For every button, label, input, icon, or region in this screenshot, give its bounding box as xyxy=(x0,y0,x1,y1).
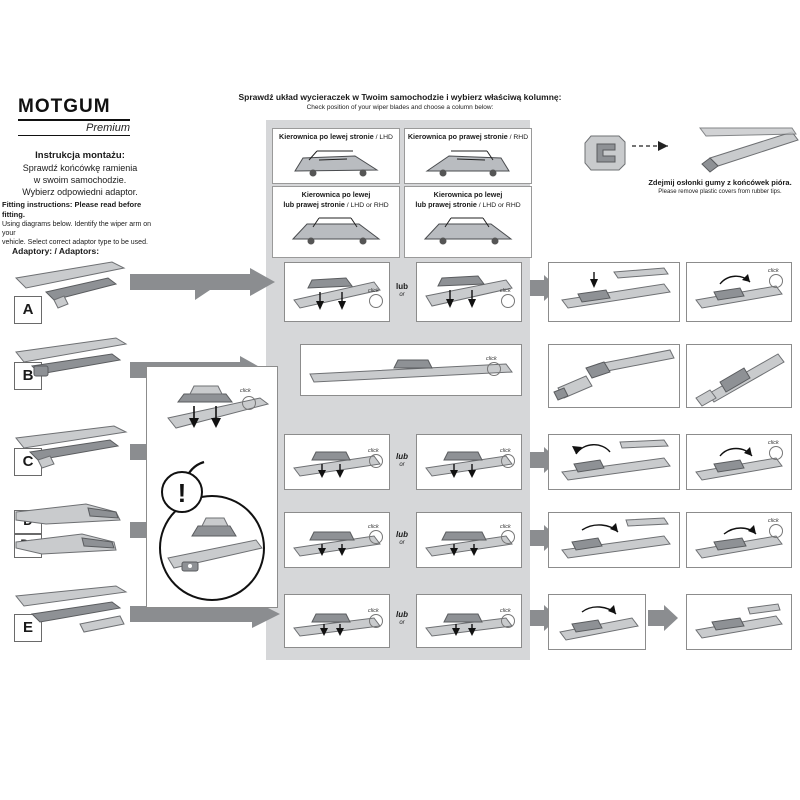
column-header-lhd-or-rhd-2-pl2: lub prawej stronie xyxy=(415,200,477,209)
column-header-lhd-or-rhd-2-pl1: Kierownica po lewej xyxy=(433,190,503,199)
adaptor-letter-a-text: A xyxy=(22,301,34,318)
click-label-e-lhd: click xyxy=(368,608,379,614)
blade-tip-illustration xyxy=(560,120,800,180)
lub-label-d xyxy=(390,530,414,548)
final-e-2-illustration xyxy=(690,598,786,646)
click-marker-a-lhd xyxy=(369,294,383,308)
column-header-lhd xyxy=(272,128,400,184)
click-label-a-final: click xyxy=(768,268,779,274)
brand-logo xyxy=(18,96,138,136)
final-c-1-illustration xyxy=(552,438,674,486)
car-both-1-icon xyxy=(273,211,397,247)
remove-covers-note-pl: Zdejmij osłonki gumy z końcówek pióra. xyxy=(648,178,792,187)
instructions-en-line1: Using diagrams below. Identify the wiper arm on your xyxy=(2,221,152,237)
instructions-pl-title: Instrukcja montażu: xyxy=(35,150,125,161)
column-header-lhd-or-rhd-1-pl2: lub prawej stronie xyxy=(283,200,345,209)
adaptor-d1-illustration xyxy=(16,528,128,560)
column-header-rhd xyxy=(404,128,532,184)
remove-covers-note xyxy=(640,178,800,196)
lub-label-c-pl: lub xyxy=(396,452,408,461)
click-label-d-rhd: click xyxy=(500,524,511,530)
click-label-e-rhd: click xyxy=(500,608,511,614)
click-marker-c-final xyxy=(769,446,783,460)
instructions-pl-line3: Wybierz odpowiedni adaptor. xyxy=(22,187,138,197)
final-b-1-illustration xyxy=(552,348,674,404)
lub-label-e xyxy=(390,610,414,628)
click-label-d-lhd: click xyxy=(368,524,379,530)
adaptor-c-illustration xyxy=(16,424,128,476)
adaptor-b-illustration xyxy=(16,336,128,386)
click-marker-c-rhd xyxy=(501,454,515,468)
click-label-c-rhd: click xyxy=(500,448,511,454)
lub-label-e-pl: lub xyxy=(396,610,408,619)
click-label-c-final: click xyxy=(768,440,779,446)
click-marker-a-rhd xyxy=(501,294,515,308)
car-rhd-icon xyxy=(405,143,529,177)
lub-label-a-en: or xyxy=(399,292,405,298)
column-header-rhd-en: / RHD xyxy=(509,134,529,141)
click-label-c-lhd: click xyxy=(368,448,379,454)
top-heading-pl: Sprawdź układ wycieraczek w Twoim samochodzie i wybierz właściwą kolumnę: xyxy=(238,92,562,102)
click-label-b: click xyxy=(486,356,497,362)
instructions-pl-line1: Sprawdź końcówkę ramienia xyxy=(22,163,138,173)
click-label-detail: click xyxy=(240,388,251,394)
final-a-1-illustration xyxy=(552,266,674,318)
adaptor-a-illustration xyxy=(16,258,128,314)
final-e-1-illustration xyxy=(552,598,640,646)
column-header-lhd-or-rhd-1 xyxy=(272,186,400,258)
click-label-a-lhd: click xyxy=(368,288,379,294)
flow-arrow-right-mid-e xyxy=(648,608,680,634)
adaptors-label: Adaptory: / Adaptors: xyxy=(12,246,100,256)
click-marker-c-lhd xyxy=(369,454,383,468)
instructions-pl xyxy=(10,150,150,198)
final-d-1-illustration xyxy=(552,516,674,564)
column-header-lhd-or-rhd-1-pl1: Kierownica po lewej xyxy=(301,190,371,199)
column-header-lhd-or-rhd-2 xyxy=(404,186,532,258)
brand-rule-bottom xyxy=(18,135,130,136)
lub-label-d-en: or xyxy=(399,540,405,546)
column-header-lhd-or-rhd-2-en: / LHD or RHD xyxy=(478,202,521,209)
adaptor-letter-b-text: B xyxy=(22,367,34,384)
flow-arrow-row-a-2 xyxy=(195,276,225,304)
car-both-2-icon xyxy=(405,211,529,247)
click-marker-detail xyxy=(242,396,256,410)
instructions-en-line2: vehicle. Select correct adaptor type to be used. xyxy=(2,239,148,246)
click-marker-d-lhd xyxy=(369,530,383,544)
lub-label-a xyxy=(390,282,414,300)
click-marker-a-final xyxy=(769,274,783,288)
column-header-lhd-en: / LHD xyxy=(375,134,393,141)
click-marker-e-rhd xyxy=(501,614,515,628)
final-b-2-illustration xyxy=(690,348,786,404)
top-heading-en: Check position of your wiper blades and choose a column below: xyxy=(306,104,494,111)
instructions-pl-line2: w swoim samochodzie. xyxy=(33,175,127,185)
adaptor-letter-c-text: C xyxy=(22,453,34,470)
adaptor-e-illustration xyxy=(16,584,128,642)
car-lhd-icon xyxy=(273,143,397,177)
lub-label-e-en: or xyxy=(399,620,405,626)
click-marker-b xyxy=(487,362,501,376)
step-b-illustration xyxy=(306,350,514,390)
click-marker-e-lhd xyxy=(369,614,383,628)
click-marker-d-rhd xyxy=(501,530,515,544)
brand-rule-top xyxy=(18,119,130,121)
lub-label-a-pl: lub xyxy=(396,282,408,291)
top-heading xyxy=(190,92,610,111)
instructions-en xyxy=(2,200,152,247)
brand-name: MOTGUM xyxy=(18,96,111,117)
column-header-lhd-pl: Kierownica po lewej stronie xyxy=(279,132,374,141)
column-header-lhd-or-rhd-1-en: / LHD or RHD xyxy=(346,202,389,209)
click-marker-d-final xyxy=(769,524,783,538)
brand-tagline: Premium xyxy=(85,122,130,134)
click-label-a-rhd: click xyxy=(500,288,511,294)
column-header-rhd-pl: Kierownica po prawej stronie xyxy=(407,132,508,141)
warning-symbol: ! xyxy=(177,478,187,508)
lub-label-c-en: or xyxy=(399,462,405,468)
lub-label-d-pl: lub xyxy=(396,530,408,539)
lub-label-c xyxy=(390,452,414,470)
click-label-d-final: click xyxy=(768,518,779,524)
remove-covers-note-en: Please remove plastic covers from rubber tips. xyxy=(658,189,782,195)
adaptor-letter-e-text: E xyxy=(22,619,33,636)
instructions-en-title: Fitting instructions: Please read before fitting. xyxy=(2,200,142,219)
magnifier-detail xyxy=(146,440,276,605)
